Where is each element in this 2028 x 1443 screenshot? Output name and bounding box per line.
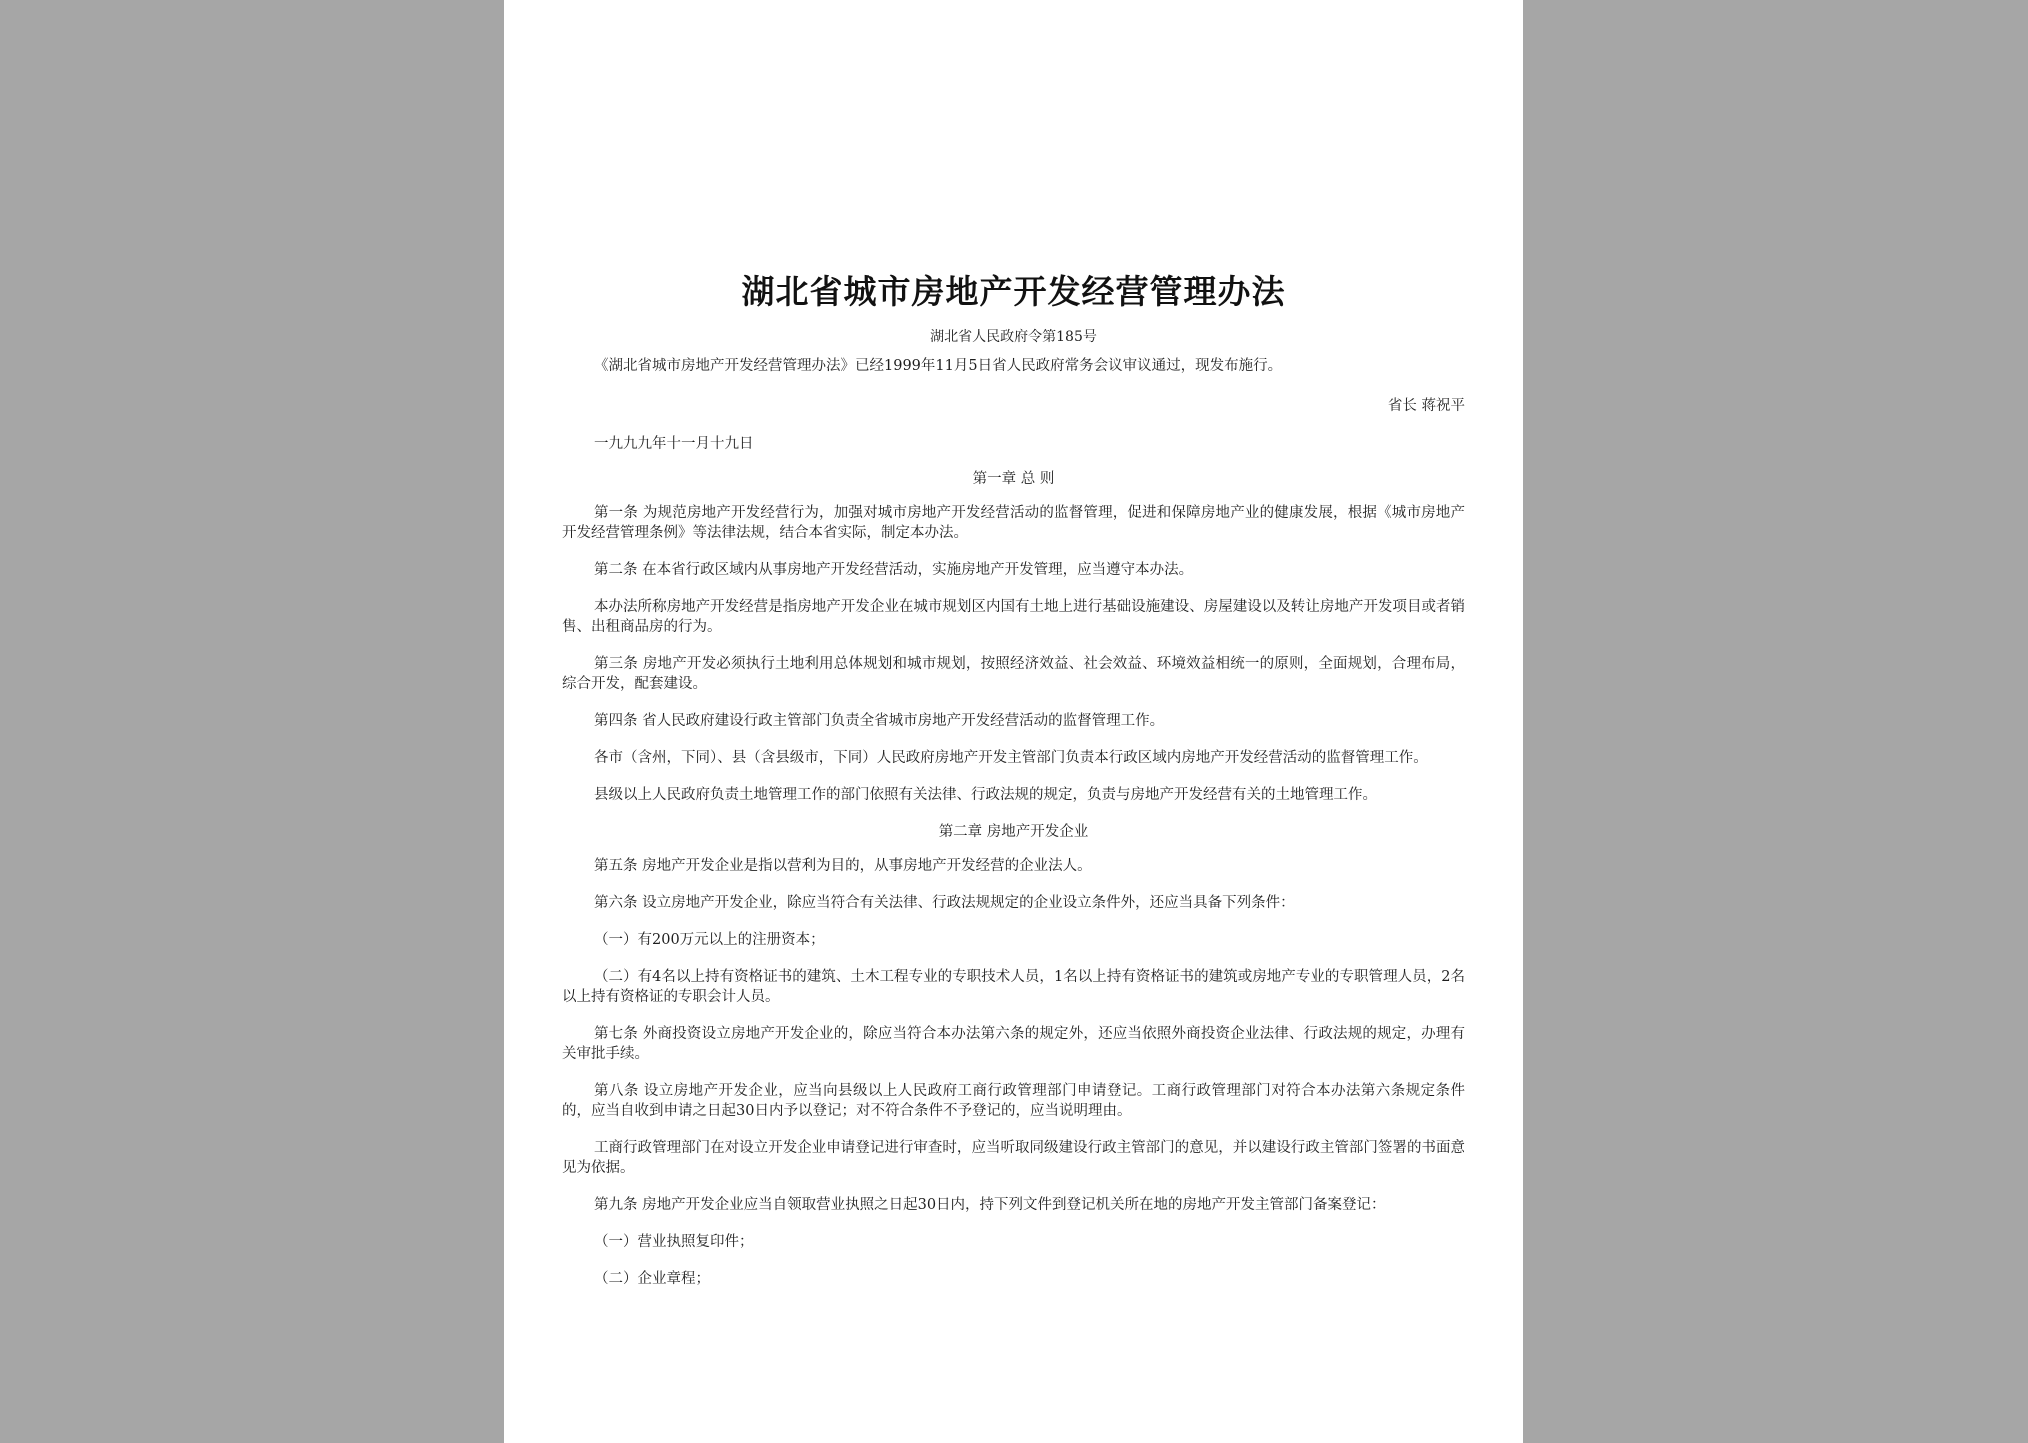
article-6: 第六条 设立房地产开发企业，除应当符合有关法律、行政法规规定的企业设立条件外，还应当具备下列条件： xyxy=(594,895,1295,911)
article-8: 第八条 设立房地产开发企业，应当向县级以上人民政府工商行政管理部门申请登记。工商行政管理部门对符合本办法第六条规定条件的，应当自收到申请之日起30日内予以登记；对不符合条件不予登记的，应当说明理由。 xyxy=(562,1083,1465,1119)
article-4: 第四条 省人民政府建设行政主管部门负责全省城市房地产开发经营活动的监督管理工作。 xyxy=(594,713,1165,729)
article-2-paragraph-2: 本办法所称房地产开发经营是指房地产开发企业在城市规划区内国有土地上进行基础设施建设、房屋建设以及转让房地产开发项目或者销售、出租商品房的行为。 xyxy=(562,599,1465,635)
article-6-item-2: （二）有4名以上持有资格证书的建筑、土木工程专业的专职技术人员，1名以上持有资格证书的建筑或房地产专业的专职管理人员，2名以上持有资格证的专职会计人员。 xyxy=(562,969,1465,1005)
document-page xyxy=(504,0,1523,1443)
article-9-item-1: （一）营业执照复印件； xyxy=(594,1234,754,1250)
promulgation-text: 《湖北省城市房地产开发经营管理办法》已经1999年11月5日省人民政府常务会议审议通过，现发布施行。 xyxy=(594,358,1283,374)
document-title: 湖北省城市房地产开发经营管理办法 xyxy=(741,272,1286,311)
issue-date: 一九九九年十一月十九日 xyxy=(594,436,754,452)
chapter-heading-2: 第二章 房地产开发企业 xyxy=(938,824,1089,840)
document-body xyxy=(562,356,1465,1306)
article-4-paragraph-2: 各市（含州，下同）、县（含县级市，下同）人民政府房地产开发主管部门负责本行政区域内房地产开发经营活动的监督管理工作。 xyxy=(594,750,1428,766)
article-3: 第三条 房地产开发必须执行土地利用总体规划和城市规划，按照经济效益、社会效益、环境效益相统一的原则，全面规划，合理布局，综合开发，配套建设。 xyxy=(562,656,1465,692)
article-1: 第一条 为规范房地产开发经营行为，加强对城市房地产开发经营活动的监督管理，促进和保障房地产业的健康发展，根据《城市房地产开发经营管理条例》等法律法规，结合本省实际，制定本办法。 xyxy=(562,505,1465,541)
article-7: 第七条 外商投资设立房地产开发企业的，除应当符合本办法第六条的规定外，还应当依照外商投资企业法律、行政法规的规定，办理有关审批手续。 xyxy=(562,1026,1465,1062)
chapter-heading-1: 第一章 总 则 xyxy=(972,471,1055,487)
article-9-item-2: （二）企业章程； xyxy=(594,1271,710,1287)
article-8-paragraph-2: 工商行政管理部门在对设立开发企业申请登记进行审查时，应当听取同级建设行政主管部门的意见，并以建设行政主管部门签署的书面意见为依据。 xyxy=(562,1140,1465,1176)
decree-number: 湖北省人民政府令第185号 xyxy=(930,329,1097,345)
article-2: 第二条 在本省行政区域内从事房地产开发经营活动，实施房地产开发管理，应当遵守本办法。 xyxy=(594,562,1194,578)
article-9: 第九条 房地产开发企业应当自领取营业执照之日起30日内，持下列文件到登记机关所在地的房地产开发主管部门备案登记： xyxy=(594,1197,1386,1213)
signature: 省长 蒋祝平 xyxy=(1387,398,1465,414)
article-5: 第五条 房地产开发企业是指以营利为目的，从事房地产开发经营的企业法人。 xyxy=(594,858,1092,874)
article-6-item-1: （一）有200万元以上的注册资本； xyxy=(594,932,825,948)
article-4-paragraph-3: 县级以上人民政府负责土地管理工作的部门依照有关法律、行政法规的规定，负责与房地产开发经营有关的土地管理工作。 xyxy=(594,787,1377,803)
